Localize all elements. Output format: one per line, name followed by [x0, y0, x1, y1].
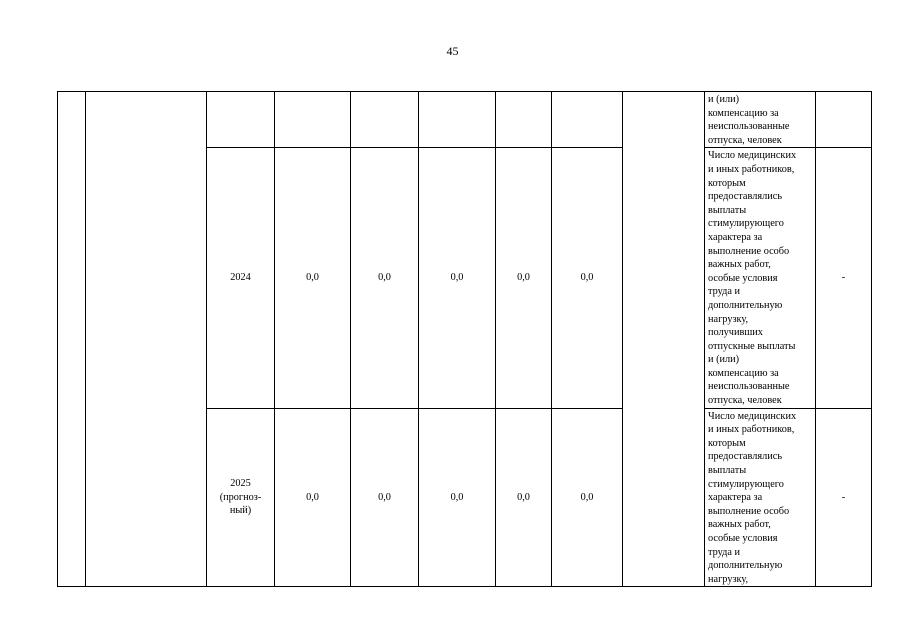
value-cell — [496, 92, 552, 148]
indicator-description-cell: и (или) компенсацию за неиспользованные отпуска, человек — [705, 92, 816, 148]
value-cell: 0,0 — [419, 408, 496, 587]
value-cell: 0,0 — [552, 408, 623, 587]
indicator-cell — [623, 92, 705, 587]
indicator-description-cell: Число медицинских и иных работников, которым предоставлялись выплаты стимулирующего характера за выполнение особо важных работ, особые условия труда и дополнительную нагрузку, — [705, 408, 816, 587]
page-number: 45 — [446, 44, 459, 58]
year-cell: 2024 — [207, 148, 275, 408]
value-cell: 0,0 — [275, 408, 351, 587]
data-table — [57, 91, 872, 587]
value-cell: 0,0 — [275, 148, 351, 408]
indicator-value-cell: - — [816, 148, 872, 408]
table-row — [58, 92, 872, 148]
value-cell — [351, 92, 419, 148]
value-cell: 0,0 — [552, 148, 623, 408]
indicator-description-cell: Число медицинских и иных работников, которым предоставлялись выплаты стимулирующего характера за выполнение особо важных работ, особые условия труда и дополнительную нагрузку, получивших отпускные выплаты и (или) компенсацию за неиспользованные отпуска, человек — [705, 148, 816, 408]
value-cell: 0,0 — [496, 408, 552, 587]
value-cell — [275, 92, 351, 148]
measure-name-cell — [86, 92, 207, 587]
value-cell: 0,0 — [351, 148, 419, 408]
value-cell: 0,0 — [419, 148, 496, 408]
row-number-cell — [58, 92, 86, 587]
value-cell: 0,0 — [351, 408, 419, 587]
value-cell — [552, 92, 623, 148]
value-cell: 0,0 — [496, 148, 552, 408]
value-cell — [419, 92, 496, 148]
year-cell — [207, 92, 275, 148]
year-cell: 2025 (прогноз- ный) — [207, 408, 275, 587]
indicator-value-cell: - — [816, 408, 872, 587]
indicator-value-cell — [816, 92, 872, 148]
